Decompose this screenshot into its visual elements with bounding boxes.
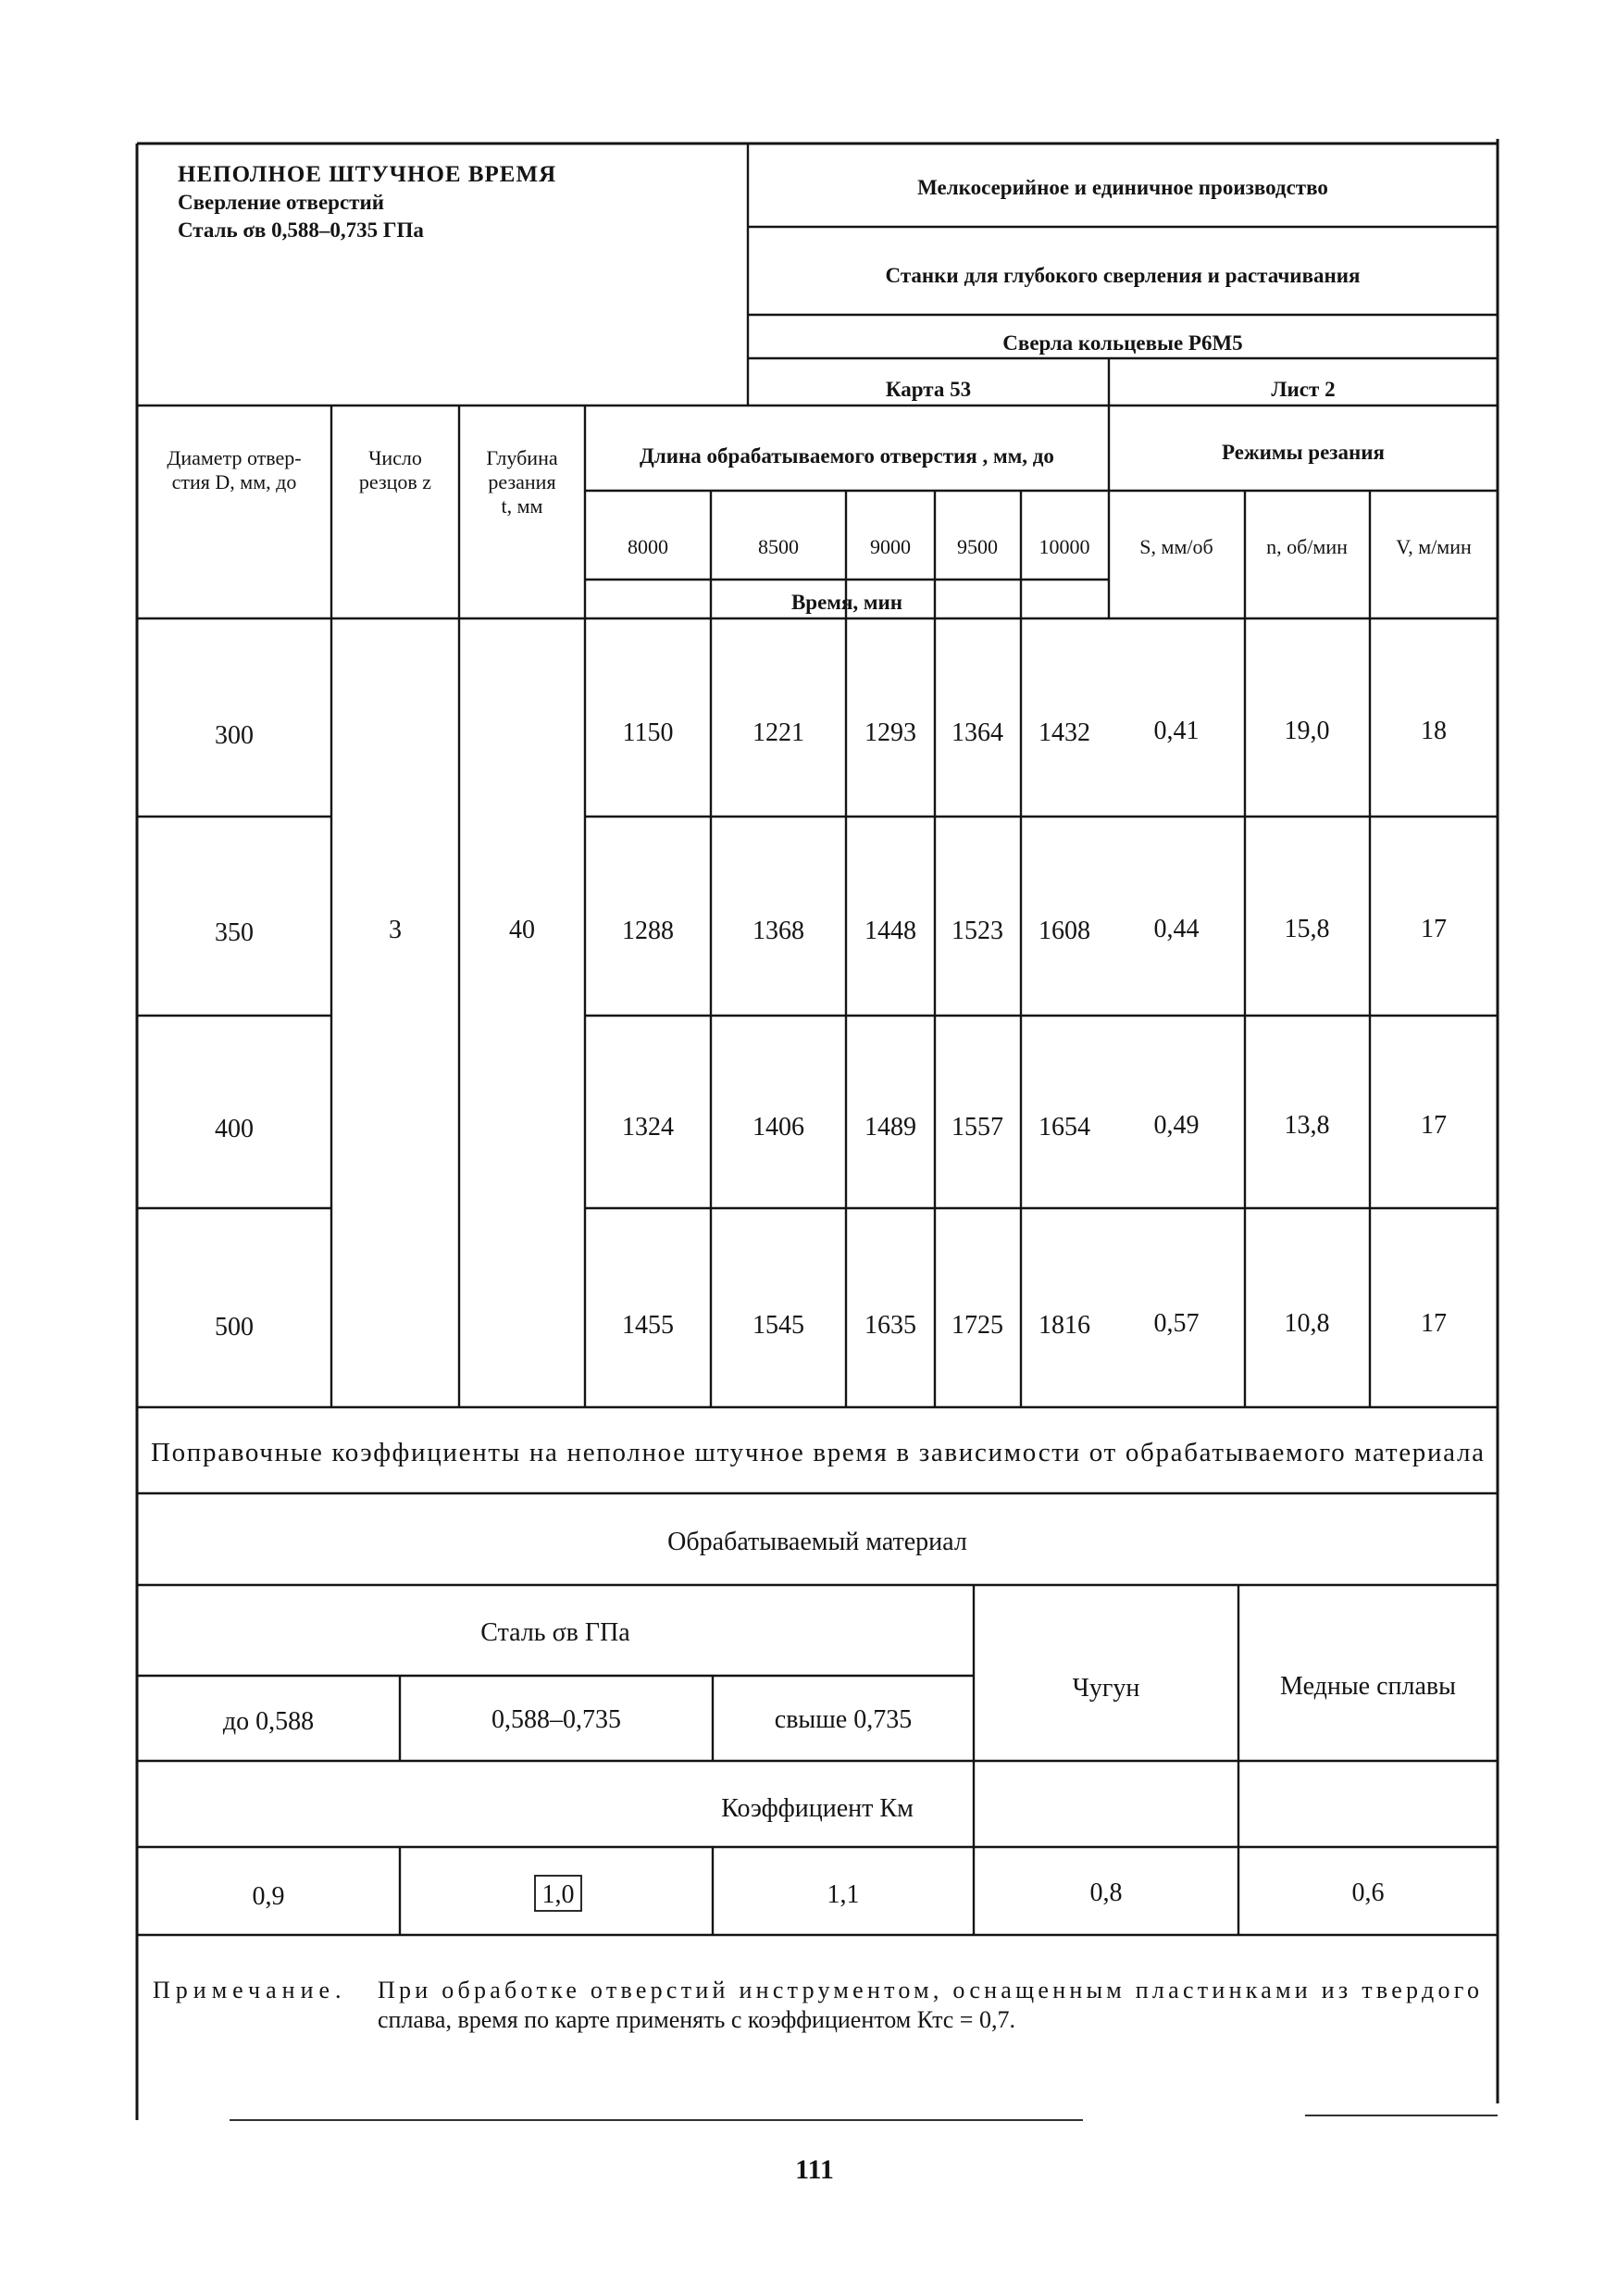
coef-value: 0,8 xyxy=(1089,1878,1123,1907)
col-length-header: Длина обрабатываемого отверстия , мм, до xyxy=(640,444,1054,468)
length-header: 8000 xyxy=(628,535,668,558)
diameter-cell: 300 xyxy=(215,721,254,750)
table-row xyxy=(215,717,1447,750)
n-cell: 19,0 xyxy=(1284,717,1330,745)
time-cell: 1448 xyxy=(864,917,916,945)
time-cell: 1816 xyxy=(1039,1311,1090,1340)
coef-copper: Медные сплавы xyxy=(1280,1672,1456,1701)
time-cell: 1725 xyxy=(952,1311,1003,1340)
col-depth-line2: резания xyxy=(488,470,556,493)
time-cell: 1455 xyxy=(622,1311,674,1340)
time-cell: 1288 xyxy=(622,917,674,945)
time-label: Время, мин xyxy=(790,591,903,614)
mode-header: V, м/мин xyxy=(1396,535,1472,558)
s-cell: 0,49 xyxy=(1153,1111,1200,1140)
time-cell: 1557 xyxy=(952,1113,1003,1142)
coef-steel-header: Сталь σв ГПа xyxy=(480,1618,630,1647)
header-card: Карта 53 xyxy=(885,378,972,401)
time-cell: 1364 xyxy=(952,718,1003,747)
time-cell: 1608 xyxy=(1039,917,1090,945)
coef-cast-iron: Чугун xyxy=(1072,1674,1140,1703)
time-cell: 1150 xyxy=(622,718,674,747)
length-header: 8500 xyxy=(758,535,799,558)
time-cell: 1635 xyxy=(864,1311,916,1340)
header-title: НЕПОЛНОЕ ШТУЧНОЕ ВРЕМЯ xyxy=(178,162,557,187)
time-cell: 1368 xyxy=(753,917,804,945)
coef-value: 0,6 xyxy=(1351,1878,1385,1907)
col-cutters-line2: резцов z xyxy=(358,470,432,493)
note-label: Примечание. xyxy=(153,1977,347,2003)
col-cutters-line1: Число xyxy=(368,446,422,469)
time-cell: 1432 xyxy=(1039,718,1090,747)
coef-title: Поправочные коэффициенты на неполное штучное время в зависимости от обрабатываемого материала xyxy=(151,1438,1484,1467)
col-diameter-line1: Диаметр отвер- xyxy=(167,446,302,469)
note-line2: сплава, время по карте применять с коэффициентом Ктс = 0,7. xyxy=(378,2006,1015,2033)
table-row xyxy=(215,1111,1447,1143)
coef-value: 1,0 xyxy=(541,1880,575,1909)
v-cell: 17 xyxy=(1421,915,1447,943)
diameter-cell: 400 xyxy=(215,1115,254,1143)
coef-value: 1,1 xyxy=(827,1880,860,1909)
coef-steel-col: 0,588–0,735 xyxy=(491,1705,621,1734)
col-depth-line1: Глубина xyxy=(486,446,558,469)
time-cell: 1489 xyxy=(864,1113,916,1142)
length-header: 9500 xyxy=(957,535,998,558)
length-header: 10000 xyxy=(1039,535,1090,558)
coef-steel-col: до 0,588 xyxy=(222,1707,315,1736)
coef-values-row xyxy=(253,1878,1385,1911)
col-modes-header: Режимы резания xyxy=(1222,441,1385,464)
coef-value: 0,9 xyxy=(252,1882,285,1911)
time-cell: 1654 xyxy=(1039,1113,1090,1142)
v-cell: 18 xyxy=(1421,717,1447,745)
diameter-cell: 500 xyxy=(215,1313,254,1341)
note-line1: При обработке отверстий инструментом, оснащенным пластинками из твердого xyxy=(378,1977,1479,2003)
page-number: 111 xyxy=(795,2154,834,2185)
time-cell: 1221 xyxy=(753,718,804,747)
table-row xyxy=(215,1309,1447,1341)
n-cell: 10,8 xyxy=(1284,1309,1330,1338)
col-depth-line3: t, мм xyxy=(501,494,543,518)
header-machines: Станки для глубокого сверления и растачивания xyxy=(885,264,1361,287)
header-sheet: Лист 2 xyxy=(1271,378,1336,401)
n-cell: 15,8 xyxy=(1284,915,1330,943)
v-cell: 17 xyxy=(1421,1111,1447,1140)
diameter-cell: 350 xyxy=(215,918,254,947)
time-cell: 1324 xyxy=(622,1113,674,1142)
s-cell: 0,44 xyxy=(1153,915,1200,943)
col-diameter-line2: стия D, мм, до xyxy=(171,470,297,493)
header-material: Сталь σв 0,588–0,735 ГПа xyxy=(178,218,424,242)
coef-steel-col: свыше 0,735 xyxy=(774,1705,913,1734)
v-cell: 17 xyxy=(1421,1309,1447,1338)
n-cell: 13,8 xyxy=(1284,1111,1330,1140)
depth-value: 40 xyxy=(509,916,535,944)
coef-material-header: Обрабатываемый материал xyxy=(667,1528,967,1556)
coef-k-header: Коэффициент Км xyxy=(721,1794,914,1823)
length-header: 9000 xyxy=(870,535,911,558)
mode-headers xyxy=(1139,535,1472,558)
time-cell: 1545 xyxy=(753,1311,804,1340)
header-operation: Сверление отверстий xyxy=(178,191,384,214)
time-cell: 1523 xyxy=(952,917,1003,945)
time-cell: 1293 xyxy=(864,718,916,747)
s-cell: 0,57 xyxy=(1153,1309,1200,1338)
header-production: Мелкосерийное и единичное производство xyxy=(917,176,1328,199)
s-cell: 0,41 xyxy=(1153,717,1200,745)
time-cell: 1406 xyxy=(753,1113,804,1142)
header-tool: Сверла кольцевые Р6М5 xyxy=(1002,331,1243,355)
cutters-value: 3 xyxy=(389,916,402,944)
mode-header: n, об/мин xyxy=(1266,535,1348,558)
mode-header: S, мм/об xyxy=(1139,535,1213,558)
